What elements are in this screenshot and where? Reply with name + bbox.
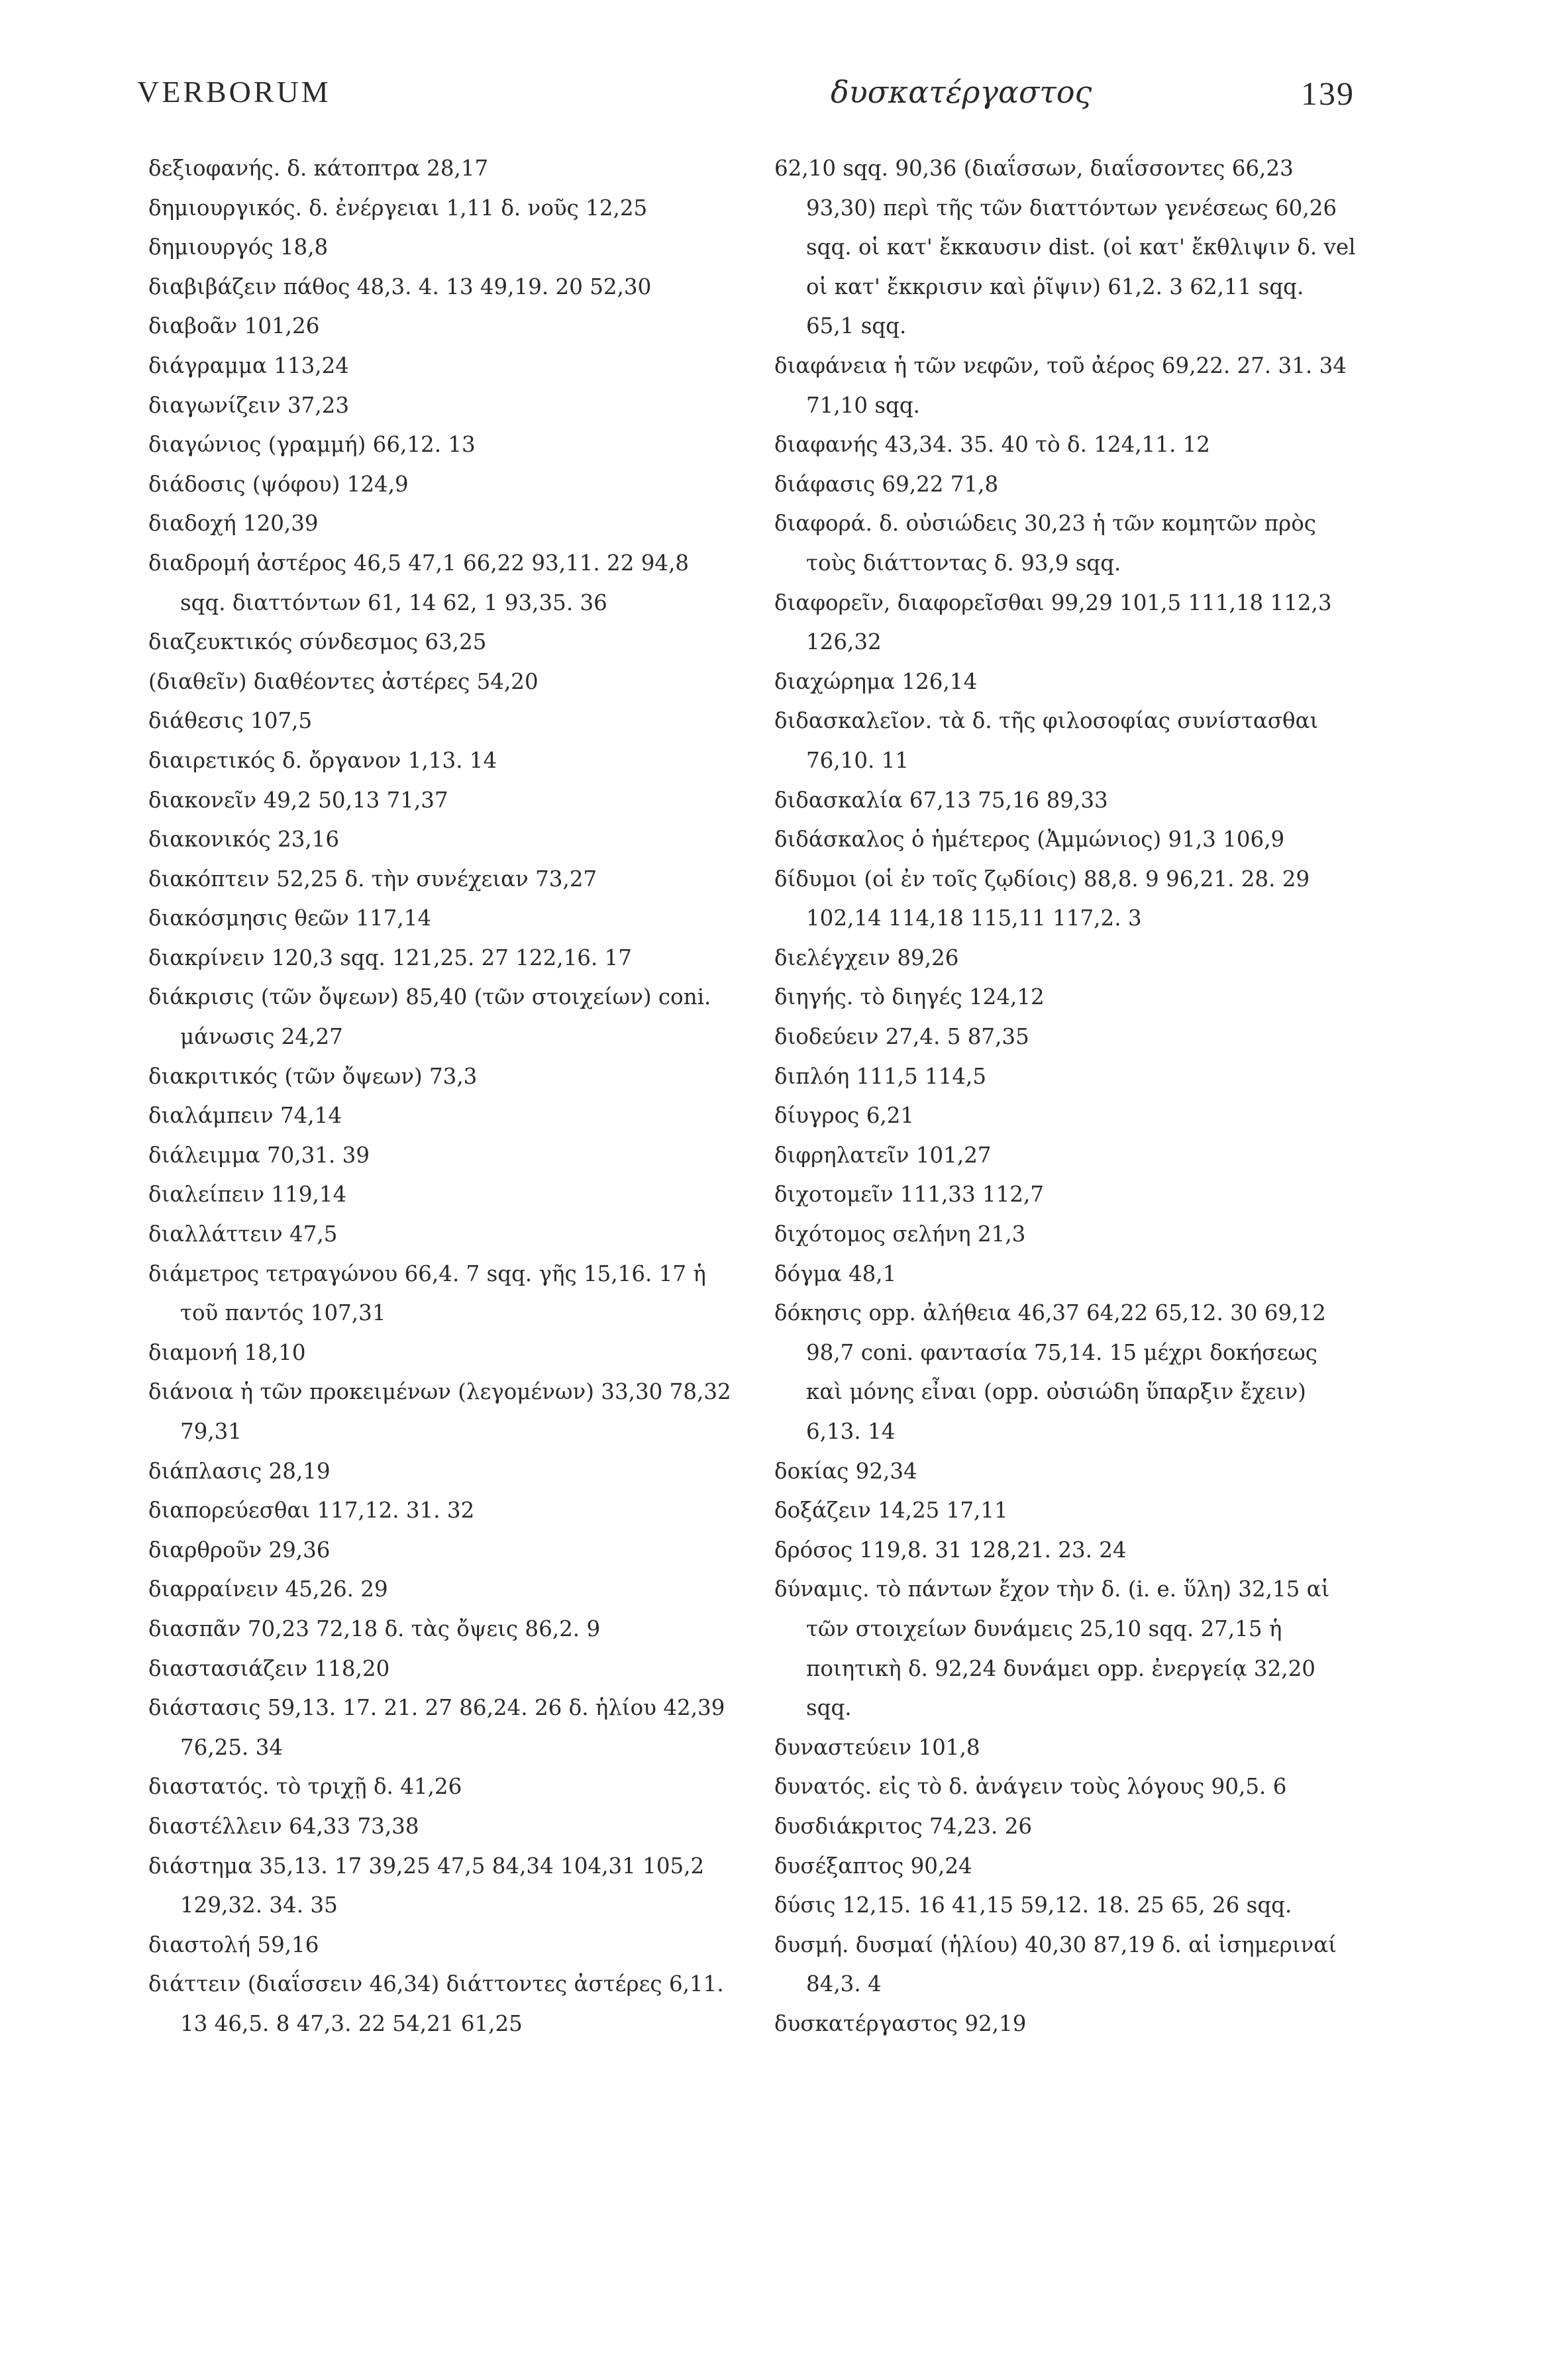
index-entry: διαγώνιος (γραμμή) 66,12. 13 <box>148 432 476 458</box>
index-column-right <box>774 149 1357 2044</box>
index-entry: διαλείπειν 119,14 <box>148 1182 347 1208</box>
index-entry: διάστημα 35,13. 17 39,25 47,5 84,34 104,31 105,2 129,32. 34. 35 <box>148 1853 705 1918</box>
index-entry: διάγραμμα 113,24 <box>148 352 349 378</box>
index-entry: διαρθροῦν 29,36 <box>148 1537 331 1563</box>
index-entry: δίδυμοι (οἱ ἐν τοῖς ζῳδίοις) 88,8. 9 96,21. 28. 29 102,14 114,18 115,11 117,2. 3 <box>774 866 1310 931</box>
index-entry: διαχώρημα 126,14 <box>774 668 978 694</box>
index-entry: δοκίας 92,34 <box>774 1458 917 1484</box>
index-entry: διφρηλατεῖν 101,27 <box>774 1142 992 1168</box>
index-entry: διαφορά. δ. οὐσιώδεις 30,23 ἡ τῶν κομητῶν πρὸς τοὺς διάττοντας δ. 93,9 sqq. <box>774 511 1316 576</box>
index-entry: διαφορεῖν, διαφορεῖσθαι 99,29 101,5 111,18 112,3 126,32 <box>774 590 1332 655</box>
index-entry: διάθεσις 107,5 <box>148 708 313 734</box>
index-entry: δημιουργός 18,8 <box>148 234 329 260</box>
index-entry: διάττειν (διαΐσσειν 46,34) διάττοντες ἀστέρες 6,11. 13 46,5. 8 47,3. 22 54,21 61,25 <box>148 1971 724 2036</box>
index-entry: δίυγρος 6,21 <box>774 1103 915 1129</box>
index-entry: διαρραίνειν 45,26. 29 <box>148 1577 388 1602</box>
index-entry: διαλάμπειν 74,14 <box>148 1103 342 1129</box>
index-entry: διαστέλλειν 64,33 73,38 <box>148 1813 419 1839</box>
index-entry: δρόσος 119,8. 31 128,21. 23. 24 <box>774 1537 1127 1563</box>
index-entry: διακονικός 23,16 <box>148 827 340 853</box>
index-entry: διάκρισις (τῶν ὄψεων) 85,40 (τῶν στοιχείων) coni. μάνωσις 24,27 <box>148 984 711 1050</box>
index-entry: διπλόη 111,5 114,5 <box>774 1063 987 1089</box>
index-entry: δοξάζειν 14,25 17,11 <box>774 1498 1008 1524</box>
index-entry: δυσκατέργαστος 92,19 <box>774 2010 1027 2036</box>
index-entry: διχότομος σελήνη 21,3 <box>774 1221 1026 1247</box>
index-entry: διάλειμμα 70,31. 39 <box>148 1142 370 1168</box>
index-entry: διαδοχή 120,39 <box>148 511 319 537</box>
index-entry: διάμετρος τετραγώνου 66,4. 7 sqq. γῆς 15,16. 17 ἡ τοῦ παντός 107,31 <box>148 1261 706 1326</box>
index-entry: δυνατός. εἰς τὸ δ. ἀνάγειν τοὺς λόγους 90,5. 6 <box>774 1774 1287 1800</box>
index-entry: διελέγχειν 89,26 <box>774 945 959 970</box>
index-entry: διδασκαλία 67,13 75,16 89,33 <box>774 787 1108 813</box>
index-entry: διακρίνειν 120,3 sqq. 121,25. 27 122,16. 17 <box>148 945 632 970</box>
index-entry: 62,10 sqq. 90,36 (διαΐσσων, διαΐσσοντες 66,23 93,30) περὶ τῆς τῶν διαττόντων γενέσεως 60,26 sqq. οἱ κατ' ἔκκαυσιν dist. (οἱ κατ' ἔκθλιψιν δ. vel οἱ κατ' ἔκκρισιν καὶ ῥῖψιν) 61,2. 3 62,11 sqq. 65,1 sqq. <box>774 156 1356 339</box>
index-entry: διοδεύειν 27,4. 5 87,35 <box>774 1024 1029 1050</box>
index-entry: δυσδιάκριτος 74,23. 26 <box>774 1813 1033 1839</box>
index-entry: διαστολή 59,16 <box>148 1932 319 1957</box>
index-entry: διαφανής 43,34. 35. 40 τὸ δ. 124,11. 12 <box>774 432 1210 458</box>
index-entry: (διαθεῖν) διαθέοντες ἀστέρες 54,20 <box>148 668 539 694</box>
page-number: 139 <box>1301 75 1355 112</box>
index-entry: διαιρετικός δ. ὄργανον 1,13. 14 <box>148 747 497 773</box>
index-entry: δυσέξαπτος 90,24 <box>774 1853 972 1879</box>
index-entry: διχοτομεῖν 111,33 112,7 <box>774 1182 1044 1208</box>
index-entry: διακόπτειν 52,25 δ. τὴν συνέχειαν 73,27 <box>148 866 597 892</box>
index-entry: δυσμή. δυσμαί (ἡλίου) 40,30 87,19 δ. αἱ ἰσημεριναί 84,3. 4 <box>774 1932 1337 1997</box>
index-entry: διαμονή 18,10 <box>148 1339 306 1365</box>
index-entry: διακριτικός (τῶν ὄψεων) 73,3 <box>148 1063 478 1089</box>
index-entry: διακονεῖν 49,2 50,13 71,37 <box>148 787 448 813</box>
running-head-lemma: δυσκατέργαστος <box>831 74 1092 110</box>
index-entry: διαδρομή ἀστέρος 46,5 47,1 66,22 93,11. 22 94,8 sqq. διαττόντων 61, 14 62, 1 93,35. 36 <box>148 550 690 615</box>
index-entry: διαπορεύεσθαι 117,12. 31. 32 <box>148 1498 475 1524</box>
index-entry: διαζευκτικός σύνδεσμος 63,25 <box>148 629 487 655</box>
running-head-verborum: VERBORUM <box>137 75 331 109</box>
index-entry: διαστατός. τὸ τριχῇ δ. 41,26 <box>148 1774 462 1800</box>
index-entry: διαστασιάζειν 118,20 <box>148 1655 390 1681</box>
index-entry: διαβιβάζειν πάθος 48,3. 4. 13 49,19. 20 52,30 <box>148 274 652 299</box>
index-entry: διακόσμησις θεῶν 117,14 <box>148 905 432 931</box>
index-entry: διαφάνεια ἡ τῶν νεφῶν, τοῦ ἀέρος 69,22. 27. 31. 34 71,10 sqq. <box>774 352 1347 418</box>
index-entry: διάστασις 59,13. 17. 21. 27 86,24. 26 δ. ἡλίου 42,39 76,25. 34 <box>148 1695 725 1760</box>
index-entry: διαλλάττειν 47,5 <box>148 1221 338 1247</box>
index-entry: διαβοᾶν 101,26 <box>148 313 320 339</box>
index-entry: διηγής. τὸ διηγές 124,12 <box>774 984 1045 1010</box>
page-header <box>137 74 1355 127</box>
index-entry: δόκησις opp. ἀλήθεια 46,37 64,22 65,12. 30 69,12 98,7 coni. φαντασία 75,14. 15 μέχρι δοκήσεως καὶ μόνης εἶναι (opp. οὐσιώδη ὕπαρξιν ἔχειν) 6,13. 14 <box>774 1300 1326 1444</box>
index-entry: διαγωνίζειν 37,23 <box>148 392 350 418</box>
index-entry: διάπλασις 28,19 <box>148 1458 331 1484</box>
index-entry: δύσις 12,15. 16 41,15 59,12. 18. 25 65, 26 sqq. <box>774 1892 1292 1918</box>
index-entry: δημιουργικός. δ. ἐνέργειαι 1,11 δ. νοῦς 12,25 <box>148 195 648 221</box>
index-entry: διάφασις 69,22 71,8 <box>774 471 999 497</box>
index-entry: διδασκαλεῖον. τὰ δ. τῆς φιλοσοφίας συνίστασθαι 76,10. 11 <box>774 708 1319 773</box>
index-entry: διάνοια ἡ τῶν προκειμένων (λεγομένων) 33,30 78,32 79,31 <box>148 1379 731 1444</box>
index-entry: δεξιοφανής. δ. κάτοπτρα 28,17 <box>148 156 489 181</box>
index-entry: διάδοσις (ψόφου) 124,9 <box>148 471 409 497</box>
index-entry: δύναμις. τὸ πάντων ἔχον τὴν δ. (i. e. ὕλη) 32,15 αἱ τῶν στοιχείων δυνάμεις 25,10 sqq. 27,15 ἡ ποιητικὴ δ. 92,24 δυνάμει opp. ἐνεργείᾳ 32,20 sqq. <box>774 1577 1330 1721</box>
index-entry: δυναστεύειν 101,8 <box>774 1734 980 1760</box>
index-column-left <box>148 149 731 2044</box>
index-entry: δόγμα 48,1 <box>774 1261 897 1286</box>
index-entry: διασπᾶν 70,23 72,18 δ. τὰς ὄψεις 86,2. 9 <box>148 1616 601 1641</box>
index-entry: διδάσκαλος ὁ ἡμέτερος (Ἀμμώνιος) 91,3 106,9 <box>774 827 1285 853</box>
